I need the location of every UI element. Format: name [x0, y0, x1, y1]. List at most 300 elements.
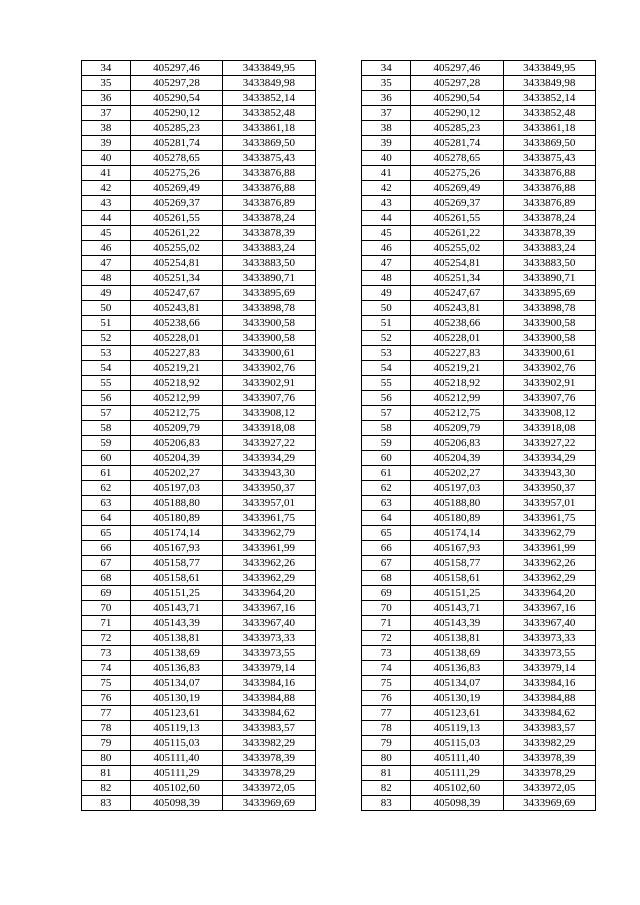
left-y-coordinate-cell: 3433900,58: [223, 331, 315, 346]
column-gap-cell: [315, 451, 362, 466]
table-row: [82, 706, 596, 721]
right-point-number-cell: 77: [362, 706, 411, 721]
table-row: [82, 541, 596, 556]
right-y-coordinate-cell: 3433984,88: [503, 691, 595, 706]
right-point-number-cell: 41: [362, 166, 411, 181]
right-point-number-cell: 71: [362, 616, 411, 631]
left-point-number-cell: 39: [82, 136, 131, 151]
left-x-coordinate-cell: 405151,25: [130, 586, 222, 601]
right-point-number-cell: 57: [362, 406, 411, 421]
left-y-coordinate-cell: 3433984,62: [223, 706, 315, 721]
left-point-number-cell: 36: [82, 91, 131, 106]
right-y-coordinate-cell: 3433967,40: [503, 616, 595, 631]
column-gap-cell: [315, 166, 362, 181]
column-gap-cell: [315, 256, 362, 271]
right-x-coordinate-cell: 405290,54: [411, 91, 503, 106]
right-y-coordinate-cell: 3433983,57: [503, 721, 595, 736]
left-y-coordinate-cell: 3433883,50: [223, 256, 315, 271]
column-gap-cell: [315, 631, 362, 646]
column-gap-cell: [315, 76, 362, 91]
left-x-coordinate-cell: 405228,01: [130, 331, 222, 346]
left-point-number-cell: 56: [82, 391, 131, 406]
right-y-coordinate-cell: 3433907,76: [503, 391, 595, 406]
right-point-number-cell: 44: [362, 211, 411, 226]
right-y-coordinate-cell: 3433883,24: [503, 241, 595, 256]
table-row: [82, 346, 596, 361]
right-y-coordinate-cell: 3433961,99: [503, 541, 595, 556]
left-y-coordinate-cell: 3433876,88: [223, 181, 315, 196]
column-gap-cell: [315, 121, 362, 136]
right-point-number-cell: 56: [362, 391, 411, 406]
table-row: [82, 496, 596, 511]
right-x-coordinate-cell: 405219,21: [411, 361, 503, 376]
column-gap-cell: [315, 211, 362, 226]
column-gap-cell: [315, 661, 362, 676]
right-x-coordinate-cell: 405158,77: [411, 556, 503, 571]
right-point-number-cell: 40: [362, 151, 411, 166]
right-x-coordinate-cell: 405209,79: [411, 421, 503, 436]
right-point-number-cell: 70: [362, 601, 411, 616]
column-gap-cell: [315, 496, 362, 511]
left-x-coordinate-cell: 405219,21: [130, 361, 222, 376]
right-x-coordinate-cell: 405212,99: [411, 391, 503, 406]
left-y-coordinate-cell: 3433967,16: [223, 601, 315, 616]
left-x-coordinate-cell: 405115,03: [130, 736, 222, 751]
left-y-coordinate-cell: 3433852,48: [223, 106, 315, 121]
table-row: [82, 196, 596, 211]
column-gap-cell: [315, 106, 362, 121]
left-y-coordinate-cell: 3433967,40: [223, 616, 315, 631]
left-x-coordinate-cell: 405209,79: [130, 421, 222, 436]
left-point-number-cell: 53: [82, 346, 131, 361]
table-row: [82, 766, 596, 781]
left-y-coordinate-cell: 3433961,99: [223, 541, 315, 556]
right-point-number-cell: 37: [362, 106, 411, 121]
left-x-coordinate-cell: 405212,75: [130, 406, 222, 421]
right-x-coordinate-cell: 405197,03: [411, 481, 503, 496]
column-gap-cell: [315, 541, 362, 556]
right-y-coordinate-cell: 3433957,01: [503, 496, 595, 511]
left-x-coordinate-cell: 405158,61: [130, 571, 222, 586]
table-row: [82, 466, 596, 481]
right-point-number-cell: 66: [362, 541, 411, 556]
right-y-coordinate-cell: 3433883,50: [503, 256, 595, 271]
right-point-number-cell: 54: [362, 361, 411, 376]
left-y-coordinate-cell: 3433984,88: [223, 691, 315, 706]
column-gap-cell: [315, 511, 362, 526]
left-point-number-cell: 62: [82, 481, 131, 496]
left-x-coordinate-cell: 405227,83: [130, 346, 222, 361]
left-point-number-cell: 59: [82, 436, 131, 451]
table-row: [82, 676, 596, 691]
left-point-number-cell: 73: [82, 646, 131, 661]
table-row: [82, 391, 596, 406]
left-x-coordinate-cell: 405111,29: [130, 766, 222, 781]
table-row: [82, 106, 596, 121]
right-x-coordinate-cell: 405261,55: [411, 211, 503, 226]
left-point-number-cell: 40: [82, 151, 131, 166]
left-point-number-cell: 64: [82, 511, 131, 526]
right-y-coordinate-cell: 3433978,29: [503, 766, 595, 781]
right-x-coordinate-cell: 405278,65: [411, 151, 503, 166]
left-y-coordinate-cell: 3433878,24: [223, 211, 315, 226]
table-row: [82, 361, 596, 376]
left-y-coordinate-cell: 3433950,37: [223, 481, 315, 496]
left-x-coordinate-cell: 405281,74: [130, 136, 222, 151]
right-x-coordinate-cell: 405180,89: [411, 511, 503, 526]
left-point-number-cell: 43: [82, 196, 131, 211]
left-x-coordinate-cell: 405102,60: [130, 781, 222, 796]
right-point-number-cell: 53: [362, 346, 411, 361]
right-y-coordinate-cell: 3433895,69: [503, 286, 595, 301]
right-point-number-cell: 36: [362, 91, 411, 106]
left-point-number-cell: 83: [82, 796, 131, 811]
left-x-coordinate-cell: 405138,69: [130, 646, 222, 661]
left-point-number-cell: 60: [82, 451, 131, 466]
left-point-number-cell: 79: [82, 736, 131, 751]
column-gap-cell: [315, 376, 362, 391]
left-x-coordinate-cell: 405290,54: [130, 91, 222, 106]
table-row: [82, 781, 596, 796]
right-y-coordinate-cell: 3433878,39: [503, 226, 595, 241]
column-gap-cell: [315, 316, 362, 331]
left-x-coordinate-cell: 405123,61: [130, 706, 222, 721]
right-x-coordinate-cell: 405281,74: [411, 136, 503, 151]
left-point-number-cell: 68: [82, 571, 131, 586]
table-row: [82, 571, 596, 586]
right-x-coordinate-cell: 405218,92: [411, 376, 503, 391]
column-gap-cell: [315, 331, 362, 346]
right-x-coordinate-cell: 405227,83: [411, 346, 503, 361]
column-gap-cell: [315, 691, 362, 706]
left-y-coordinate-cell: 3433984,16: [223, 676, 315, 691]
left-y-coordinate-cell: 3433973,55: [223, 646, 315, 661]
column-gap-cell: [315, 751, 362, 766]
right-x-coordinate-cell: 405151,25: [411, 586, 503, 601]
right-point-number-cell: 74: [362, 661, 411, 676]
left-y-coordinate-cell: 3433979,14: [223, 661, 315, 676]
right-point-number-cell: 67: [362, 556, 411, 571]
left-x-coordinate-cell: 405251,34: [130, 271, 222, 286]
column-gap-cell: [315, 616, 362, 631]
column-gap-cell: [315, 526, 362, 541]
left-y-coordinate-cell: 3433962,29: [223, 571, 315, 586]
right-point-number-cell: 62: [362, 481, 411, 496]
right-y-coordinate-cell: 3433861,18: [503, 121, 595, 136]
right-x-coordinate-cell: 405111,29: [411, 766, 503, 781]
column-gap-cell: [315, 736, 362, 751]
left-x-coordinate-cell: 405278,65: [130, 151, 222, 166]
left-x-coordinate-cell: 405130,19: [130, 691, 222, 706]
table-row: [82, 451, 596, 466]
left-point-number-cell: 46: [82, 241, 131, 256]
column-gap-cell: [315, 91, 362, 106]
right-x-coordinate-cell: 405138,81: [411, 631, 503, 646]
table-row: [82, 271, 596, 286]
right-x-coordinate-cell: 405134,07: [411, 676, 503, 691]
left-x-coordinate-cell: 405111,40: [130, 751, 222, 766]
left-y-coordinate-cell: 3433895,69: [223, 286, 315, 301]
left-x-coordinate-cell: 405167,93: [130, 541, 222, 556]
left-point-number-cell: 52: [82, 331, 131, 346]
left-point-number-cell: 76: [82, 691, 131, 706]
left-y-coordinate-cell: 3433876,89: [223, 196, 315, 211]
right-x-coordinate-cell: 405243,81: [411, 301, 503, 316]
right-x-coordinate-cell: 405136,83: [411, 661, 503, 676]
right-x-coordinate-cell: 405143,39: [411, 616, 503, 631]
left-y-coordinate-cell: 3433898,78: [223, 301, 315, 316]
right-point-number-cell: 82: [362, 781, 411, 796]
right-x-coordinate-cell: 405206,83: [411, 436, 503, 451]
left-x-coordinate-cell: 405261,22: [130, 226, 222, 241]
left-y-coordinate-cell: 3433902,91: [223, 376, 315, 391]
right-point-number-cell: 49: [362, 286, 411, 301]
right-point-number-cell: 78: [362, 721, 411, 736]
left-point-number-cell: 67: [82, 556, 131, 571]
left-y-coordinate-cell: 3433869,50: [223, 136, 315, 151]
right-point-number-cell: 61: [362, 466, 411, 481]
table-row: [82, 151, 596, 166]
right-y-coordinate-cell: 3433849,95: [503, 61, 595, 76]
left-point-number-cell: 69: [82, 586, 131, 601]
left-y-coordinate-cell: 3433934,29: [223, 451, 315, 466]
right-point-number-cell: 35: [362, 76, 411, 91]
left-x-coordinate-cell: 405285,23: [130, 121, 222, 136]
right-y-coordinate-cell: 3433973,55: [503, 646, 595, 661]
left-point-number-cell: 44: [82, 211, 131, 226]
left-y-coordinate-cell: 3433957,01: [223, 496, 315, 511]
right-point-number-cell: 46: [362, 241, 411, 256]
left-point-number-cell: 57: [82, 406, 131, 421]
table-row: [82, 121, 596, 136]
right-y-coordinate-cell: 3433876,89: [503, 196, 595, 211]
column-gap-cell: [315, 346, 362, 361]
left-point-number-cell: 51: [82, 316, 131, 331]
left-y-coordinate-cell: 3433927,22: [223, 436, 315, 451]
column-gap-cell: [315, 556, 362, 571]
right-x-coordinate-cell: 405130,19: [411, 691, 503, 706]
right-y-coordinate-cell: 3433852,14: [503, 91, 595, 106]
right-y-coordinate-cell: 3433898,78: [503, 301, 595, 316]
right-x-coordinate-cell: 405188,80: [411, 496, 503, 511]
left-y-coordinate-cell: 3433943,30: [223, 466, 315, 481]
right-y-coordinate-cell: 3433934,29: [503, 451, 595, 466]
left-y-coordinate-cell: 3433978,29: [223, 766, 315, 781]
right-y-coordinate-cell: 3433950,37: [503, 481, 595, 496]
column-gap-cell: [315, 481, 362, 496]
left-x-coordinate-cell: 405261,55: [130, 211, 222, 226]
right-y-coordinate-cell: 3433900,61: [503, 346, 595, 361]
right-x-coordinate-cell: 405255,02: [411, 241, 503, 256]
table-row: [82, 256, 596, 271]
table-row: [82, 646, 596, 661]
column-gap-cell: [315, 466, 362, 481]
right-x-coordinate-cell: 405290,12: [411, 106, 503, 121]
left-x-coordinate-cell: 405119,13: [130, 721, 222, 736]
right-y-coordinate-cell: 3433969,69: [503, 796, 595, 811]
column-gap-cell: [315, 241, 362, 256]
left-x-coordinate-cell: 405138,81: [130, 631, 222, 646]
table-row: [82, 631, 596, 646]
right-x-coordinate-cell: 405285,23: [411, 121, 503, 136]
table-row: [82, 601, 596, 616]
table-row: [82, 721, 596, 736]
left-y-coordinate-cell: 3433962,26: [223, 556, 315, 571]
left-point-number-cell: 75: [82, 676, 131, 691]
right-y-coordinate-cell: 3433962,26: [503, 556, 595, 571]
table-row: [82, 61, 596, 76]
table-row: [82, 406, 596, 421]
table-row: [82, 376, 596, 391]
left-y-coordinate-cell: 3433972,05: [223, 781, 315, 796]
right-x-coordinate-cell: 405228,01: [411, 331, 503, 346]
column-gap-cell: [315, 436, 362, 451]
table-row: [82, 421, 596, 436]
right-x-coordinate-cell: 405247,67: [411, 286, 503, 301]
right-x-coordinate-cell: 405204,39: [411, 451, 503, 466]
right-x-coordinate-cell: 405269,37: [411, 196, 503, 211]
right-point-number-cell: 48: [362, 271, 411, 286]
right-point-number-cell: 72: [362, 631, 411, 646]
right-y-coordinate-cell: 3433918,08: [503, 421, 595, 436]
right-y-coordinate-cell: 3433900,58: [503, 331, 595, 346]
table-row: [82, 301, 596, 316]
left-point-number-cell: 34: [82, 61, 131, 76]
right-y-coordinate-cell: 3433962,79: [503, 526, 595, 541]
left-point-number-cell: 42: [82, 181, 131, 196]
left-x-coordinate-cell: 405143,71: [130, 601, 222, 616]
right-y-coordinate-cell: 3433878,24: [503, 211, 595, 226]
left-x-coordinate-cell: 405218,92: [130, 376, 222, 391]
column-gap-cell: [315, 586, 362, 601]
column-gap-cell: [315, 271, 362, 286]
right-point-number-cell: 69: [362, 586, 411, 601]
right-point-number-cell: 51: [362, 316, 411, 331]
column-gap-cell: [315, 676, 362, 691]
right-point-number-cell: 65: [362, 526, 411, 541]
right-y-coordinate-cell: 3433961,75: [503, 511, 595, 526]
right-x-coordinate-cell: 405119,13: [411, 721, 503, 736]
right-y-coordinate-cell: 3433876,88: [503, 166, 595, 181]
table-row: [82, 181, 596, 196]
left-y-coordinate-cell: 3433918,08: [223, 421, 315, 436]
right-y-coordinate-cell: 3433890,71: [503, 271, 595, 286]
column-gap-cell: [315, 406, 362, 421]
right-y-coordinate-cell: 3433849,98: [503, 76, 595, 91]
column-gap-cell: [315, 181, 362, 196]
right-point-number-cell: 50: [362, 301, 411, 316]
left-x-coordinate-cell: 405212,99: [130, 391, 222, 406]
right-x-coordinate-cell: 405158,61: [411, 571, 503, 586]
right-y-coordinate-cell: 3433978,39: [503, 751, 595, 766]
left-y-coordinate-cell: 3433878,39: [223, 226, 315, 241]
left-point-number-cell: 54: [82, 361, 131, 376]
left-y-coordinate-cell: 3433964,20: [223, 586, 315, 601]
right-y-coordinate-cell: 3433984,16: [503, 676, 595, 691]
column-gap-cell: [315, 196, 362, 211]
left-x-coordinate-cell: 405290,12: [130, 106, 222, 121]
right-y-coordinate-cell: 3433900,58: [503, 316, 595, 331]
column-gap-cell: [315, 136, 362, 151]
left-y-coordinate-cell: 3433876,88: [223, 166, 315, 181]
left-x-coordinate-cell: 405204,39: [130, 451, 222, 466]
right-x-coordinate-cell: 405275,26: [411, 166, 503, 181]
table-row: [82, 211, 596, 226]
table-row: [82, 736, 596, 751]
left-point-number-cell: 38: [82, 121, 131, 136]
table-row: [82, 91, 596, 106]
coordinates-table: [81, 60, 596, 811]
left-y-coordinate-cell: 3433849,95: [223, 61, 315, 76]
table-row: [82, 526, 596, 541]
column-gap-cell: [315, 301, 362, 316]
left-point-number-cell: 66: [82, 541, 131, 556]
left-x-coordinate-cell: 405238,66: [130, 316, 222, 331]
left-x-coordinate-cell: 405275,26: [130, 166, 222, 181]
table-row: [82, 286, 596, 301]
left-x-coordinate-cell: 405254,81: [130, 256, 222, 271]
right-y-coordinate-cell: 3433875,43: [503, 151, 595, 166]
left-y-coordinate-cell: 3433973,33: [223, 631, 315, 646]
left-y-coordinate-cell: 3433982,29: [223, 736, 315, 751]
right-x-coordinate-cell: 405123,61: [411, 706, 503, 721]
table-row: [82, 751, 596, 766]
right-x-coordinate-cell: 405098,39: [411, 796, 503, 811]
left-point-number-cell: 78: [82, 721, 131, 736]
right-x-coordinate-cell: 405174,14: [411, 526, 503, 541]
right-y-coordinate-cell: 3433852,48: [503, 106, 595, 121]
right-x-coordinate-cell: 405111,40: [411, 751, 503, 766]
column-gap-cell: [315, 421, 362, 436]
left-point-number-cell: 74: [82, 661, 131, 676]
column-gap-cell: [315, 781, 362, 796]
right-point-number-cell: 47: [362, 256, 411, 271]
right-x-coordinate-cell: 405102,60: [411, 781, 503, 796]
left-x-coordinate-cell: 405243,81: [130, 301, 222, 316]
column-gap-cell: [315, 766, 362, 781]
right-point-number-cell: 39: [362, 136, 411, 151]
table-row: [82, 556, 596, 571]
table-row: [82, 616, 596, 631]
right-point-number-cell: 45: [362, 226, 411, 241]
right-x-coordinate-cell: 405269,49: [411, 181, 503, 196]
right-y-coordinate-cell: 3433943,30: [503, 466, 595, 481]
right-y-coordinate-cell: 3433979,14: [503, 661, 595, 676]
left-point-number-cell: 41: [82, 166, 131, 181]
right-y-coordinate-cell: 3433964,20: [503, 586, 595, 601]
table-row: [82, 511, 596, 526]
left-y-coordinate-cell: 3433983,57: [223, 721, 315, 736]
left-y-coordinate-cell: 3433900,61: [223, 346, 315, 361]
column-gap-cell: [315, 151, 362, 166]
right-point-number-cell: 42: [362, 181, 411, 196]
left-point-number-cell: 35: [82, 76, 131, 91]
left-x-coordinate-cell: 405143,39: [130, 616, 222, 631]
right-x-coordinate-cell: 405138,69: [411, 646, 503, 661]
right-x-coordinate-cell: 405251,34: [411, 271, 503, 286]
table-row: [82, 166, 596, 181]
table-row: [82, 661, 596, 676]
right-x-coordinate-cell: 405115,03: [411, 736, 503, 751]
left-x-coordinate-cell: 405174,14: [130, 526, 222, 541]
column-gap-cell: [315, 391, 362, 406]
table-row: [82, 796, 596, 811]
table-row: [82, 76, 596, 91]
left-point-number-cell: 71: [82, 616, 131, 631]
right-x-coordinate-cell: 405202,27: [411, 466, 503, 481]
right-point-number-cell: 55: [362, 376, 411, 391]
left-point-number-cell: 49: [82, 286, 131, 301]
